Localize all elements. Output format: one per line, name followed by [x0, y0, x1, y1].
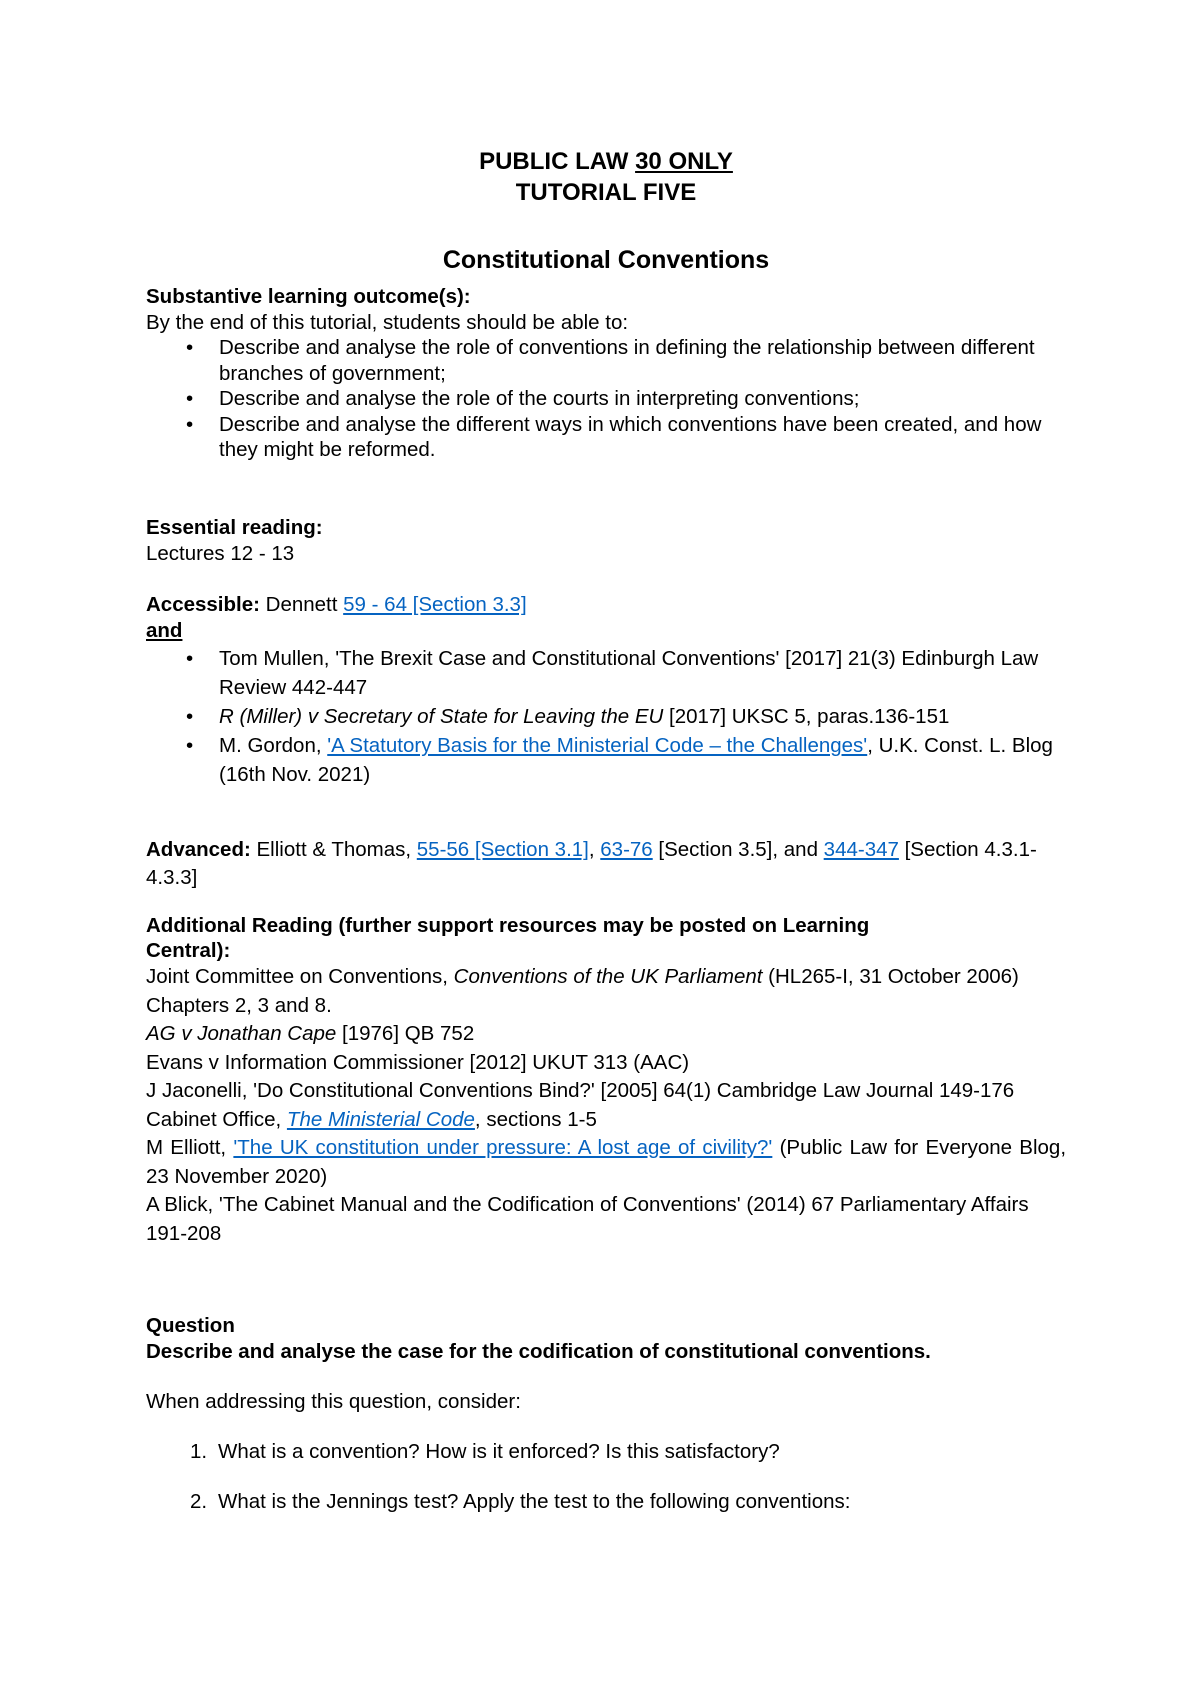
dennett-link[interactable]: 59 - 64 [Section 3.3]: [343, 593, 527, 616]
elliott-thomas-link-1[interactable]: 55-56 [Section 3.1]: [416, 838, 589, 861]
outcomes-list: [146, 335, 1066, 463]
learning-outcomes-section: [146, 284, 1066, 463]
question-heading: Question: [146, 1314, 235, 1337]
reference-item: A Blick, 'The Cabinet Manual and the Codification of Conventions' (2014) 67 Parliamentary Affairs 191-208: [146, 1193, 1029, 1245]
list-item: • M. Gordon, 'A Statutory Basis for the Ministerial Code – the Challenges', U.K. Const. L. Blog (16th Nov. 2021): [146, 731, 1066, 789]
reference-item: Evans v Information Commissioner [2012] UKUT 313 (AAC): [146, 1050, 690, 1074]
gordon-link[interactable]: 'A Statutory Basis for the Ministerial Code – the Challenges': [327, 734, 868, 757]
question-text: Describe and analyse the case for the codification of constitutional conventions.: [146, 1340, 931, 1363]
and-label: and: [146, 619, 183, 642]
outcome-item: • Describe and analyse the different ways in which conventions have been created, and how they might be reformed.: [146, 412, 1066, 463]
list-item: 2. What is the Jennings test? Apply the test to the following conventions:: [190, 1490, 851, 1513]
title-underlined: 30 ONLY: [635, 148, 733, 175]
document-subtitle: TUTORIAL FIVE: [515, 179, 697, 206]
reference-item: J Jaconelli, 'Do Constitutional Conventions Bind?' [2005] 64(1) Cambridge Law Journal 149-176: [146, 1079, 1015, 1102]
question-section: [146, 1313, 1066, 1515]
accessible-reading-section: Accessible: Dennett 59 - 64 [Section 3.3] and • Tom Mullen, 'The Brexit Case and Constitutional Conventions' [2017] 21(3) Edinburgh Law Review 442-447 • R (Miller) v Secretary of State for Leaving the EU [2017] UKSC 5, paras.136-151 • M. Gordon, 'A Statutory Basis for the Ministerial Code – the Challenges', U.K. Const. L. Blog (16th Nov. 2021): [146, 592, 1066, 789]
additional-reading-section: [146, 913, 1066, 1248]
question-list: [146, 1439, 1066, 1515]
topic-title: Constitutional Conventions: [442, 246, 770, 274]
essential-heading: Essential reading:: [146, 516, 323, 539]
outcomes-heading: Substantive learning outcome(s):: [146, 285, 471, 308]
list-item: • R (Miller) v Secretary of State for Leaving the EU [2017] UKSC 5, paras.136-151: [146, 702, 1066, 731]
accessible-label: Accessible:: [146, 593, 260, 616]
list-item: 1. What is a convention? How is it enforced? Is this satisfactory?: [190, 1440, 780, 1463]
ministerial-code-link[interactable]: The Ministerial Code: [286, 1107, 475, 1131]
outcome-item: • Describe and analyse the role of conventions in defining the relationship between different branches of government;: [146, 335, 1066, 386]
essential-text: Lectures 12 - 13: [146, 541, 295, 565]
question-intro: When addressing this question, consider:: [146, 1390, 521, 1413]
advanced-reading-section: Advanced: Elliott & Thomas, 55-56 [Section 3.1], 63-76 [Section 3.5], and 344-347 [Section 4.3.1-4.3.3]: [146, 838, 1037, 889]
elliott-thomas-link-3[interactable]: 344-347: [823, 838, 899, 861]
additional-heading: Additional Reading (further support resources may be posted on Learning Central):: [146, 914, 870, 962]
advanced-label: Advanced:: [146, 838, 251, 861]
document-title: PUBLIC LAW 30 ONLY: [479, 148, 733, 175]
reference-item: Cabinet Office, The Ministerial Code, sections 1-5: [146, 1107, 597, 1131]
elliott-blog-link[interactable]: 'The UK constitution under pressure: A lost age of civility?': [233, 1136, 773, 1159]
outcomes-intro: By the end of this tutorial, students should be able to:: [146, 310, 629, 334]
list-item: • Tom Mullen, 'The Brexit Case and Constitutional Conventions' [2017] 21(3) Edinburgh Law Review 442-447: [146, 644, 1066, 702]
outcome-item: • Describe and analyse the role of the courts in interpreting conventions;: [146, 386, 1066, 412]
reference-item: Joint Committee on Conventions, Conventions of the UK Parliament (HL265-I, 31 October 2006) Chapters 2, 3 and 8.: [146, 965, 1019, 1017]
elliott-thomas-link-2[interactable]: 63-76: [600, 838, 653, 861]
accessible-list: [146, 644, 1066, 789]
essential-reading-section: [146, 515, 1066, 566]
reference-item: AG v Jonathan Cape [1976] QB 752: [146, 1022, 475, 1045]
reference-item: M Elliott, 'The UK constitution under pressure: A lost age of civility?' (Public Law for Everyone Blog, 23 November 2020): [146, 1136, 1067, 1188]
